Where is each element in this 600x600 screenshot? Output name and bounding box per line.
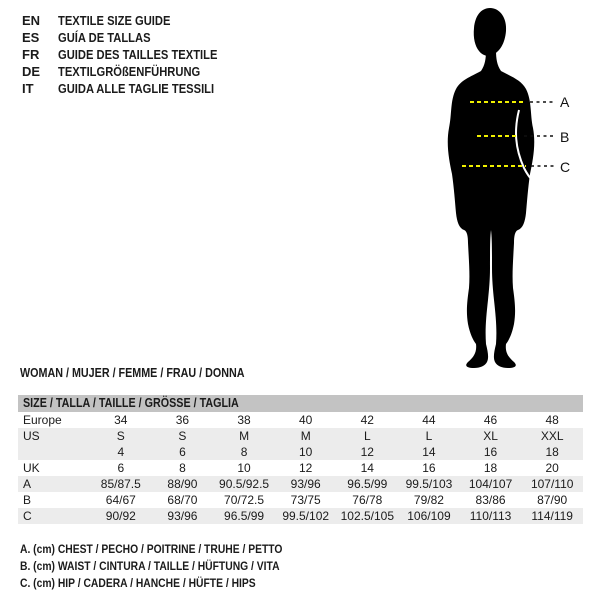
cell: L xyxy=(425,429,433,443)
cell: 44 xyxy=(422,413,436,427)
cell: 73/75 xyxy=(290,493,321,507)
cell: 34 xyxy=(114,413,128,427)
cell: 16 xyxy=(422,461,436,475)
lang-row-de xyxy=(22,63,243,80)
table-row-uk xyxy=(18,460,583,476)
cell: 64/67 xyxy=(105,493,136,507)
lang-label: TEXTILE SIZE GUIDE xyxy=(58,13,171,28)
silhouette-body xyxy=(448,50,534,368)
size-table-header-text: SIZE / TALLA / TAILLE / GRÖSSE / TAGLIA xyxy=(23,396,239,410)
cell: 16 xyxy=(483,445,498,459)
cell: L xyxy=(363,429,371,443)
cell: 6 xyxy=(179,445,186,459)
cell: 110/113 xyxy=(469,509,512,523)
cell: 90.5/92.5 xyxy=(219,477,270,491)
cell: 88/90 xyxy=(167,477,198,491)
cell: 40 xyxy=(299,413,313,427)
size-table-header xyxy=(18,395,583,412)
cell: 8 xyxy=(179,461,186,475)
row-label: US xyxy=(23,429,40,443)
cell: 14 xyxy=(422,445,436,459)
section-title xyxy=(20,366,281,380)
cell: M xyxy=(300,429,311,443)
cell: 6 xyxy=(117,461,125,475)
cell: 87/90 xyxy=(537,493,568,507)
cell: 107/110 xyxy=(530,477,574,491)
lang-row-it xyxy=(22,80,243,97)
size-table xyxy=(18,395,583,524)
section-title-text: WOMAN / MUJER / FEMME / FRAU / DONNA xyxy=(20,366,245,380)
cell: 85/87.5 xyxy=(100,477,141,491)
legend-waist-text: B. (cm) WAIST / CINTURA / TAILLE / HÜFTUNG / VITA xyxy=(20,559,280,573)
cell: 96.5/99 xyxy=(224,509,265,523)
cell: 93/96 xyxy=(290,477,321,491)
row-label: UK xyxy=(23,461,40,475)
table-row-us-letters xyxy=(18,428,583,444)
cell: 46 xyxy=(483,413,498,427)
silhouette-head xyxy=(474,8,506,56)
cell: 90/92 xyxy=(105,509,136,523)
cell: XXL xyxy=(540,429,564,443)
lang-row-es xyxy=(22,29,243,46)
cell: 99.5/103 xyxy=(405,477,453,491)
lang-code: EN xyxy=(22,13,41,28)
cell: 106/109 xyxy=(407,509,451,523)
cell: 10 xyxy=(299,445,313,459)
row-label xyxy=(18,444,90,460)
lang-label: GUÍA DE TALLAS xyxy=(58,30,151,45)
cell: 76/78 xyxy=(352,493,383,507)
cell: 12 xyxy=(360,445,374,459)
lang-code: ES xyxy=(22,30,40,45)
marker-b-label: B xyxy=(560,129,570,145)
cell: 8 xyxy=(240,445,248,459)
cell: 36 xyxy=(175,413,190,427)
legend-chest xyxy=(20,541,325,558)
lang-row-fr xyxy=(22,46,243,63)
cell: 104/107 xyxy=(468,477,513,491)
legend-chest-text: A. (cm) CHEST / PECHO / POITRINE / TRUHE / PETTO xyxy=(20,542,283,556)
table-row-us-numbers xyxy=(18,444,583,460)
cell: 10 xyxy=(237,461,251,475)
cell: 99.5/102 xyxy=(282,509,330,523)
cell: 18 xyxy=(545,445,559,459)
row-label: B xyxy=(23,493,32,507)
cell: 48 xyxy=(545,413,559,427)
cell: S xyxy=(178,429,187,443)
cell: 70/72.5 xyxy=(224,493,265,507)
arm-torso-separation xyxy=(516,110,533,181)
cell: 18 xyxy=(483,461,498,475)
cell: 38 xyxy=(237,413,251,427)
cell: 42 xyxy=(360,413,374,427)
cell: 83/86 xyxy=(475,493,506,507)
row-label: Europe xyxy=(23,413,62,427)
table-row-waist-b xyxy=(18,492,583,508)
lang-label: GUIDA ALLE TAGLIE TESSILI xyxy=(58,81,215,96)
row-label: A xyxy=(23,477,32,491)
lang-code: IT xyxy=(22,81,34,96)
cell: 68/70 xyxy=(167,493,198,507)
cell: 102.5/105 xyxy=(340,509,394,523)
language-list xyxy=(22,12,243,97)
lang-code: FR xyxy=(22,47,40,62)
cell: 20 xyxy=(545,461,559,475)
lang-label: GUIDE DES TAILLES TEXTILE xyxy=(58,47,218,62)
table-row-europe xyxy=(18,412,583,428)
lang-label: TEXTILGRÖßENFÜHRUNG xyxy=(58,64,201,79)
cell: 93/96 xyxy=(167,509,198,523)
table-row-hip-c xyxy=(18,508,583,524)
cell: 12 xyxy=(299,461,313,475)
legend-waist xyxy=(20,558,325,575)
table-row-chest-a xyxy=(18,476,583,492)
cell: 114/119 xyxy=(531,509,573,523)
legend-hip-text: C. (cm) HIP / CADERA / HANCHE / HÜFTE / HIPS xyxy=(20,576,256,590)
measurement-legend xyxy=(20,541,325,592)
cell: S xyxy=(116,429,125,443)
cell: 96.5/99 xyxy=(347,477,388,491)
legend-hip xyxy=(20,575,325,592)
lang-code: DE xyxy=(22,64,41,79)
cell: XL xyxy=(483,429,498,443)
marker-a-label: A xyxy=(560,94,570,110)
cell: 79/82 xyxy=(413,493,444,507)
marker-c-label: C xyxy=(560,159,571,175)
lang-row-en xyxy=(22,12,243,29)
cell: M xyxy=(239,429,250,443)
cell: 14 xyxy=(360,461,374,475)
cell: 4 xyxy=(117,445,125,459)
row-label: C xyxy=(23,509,32,523)
